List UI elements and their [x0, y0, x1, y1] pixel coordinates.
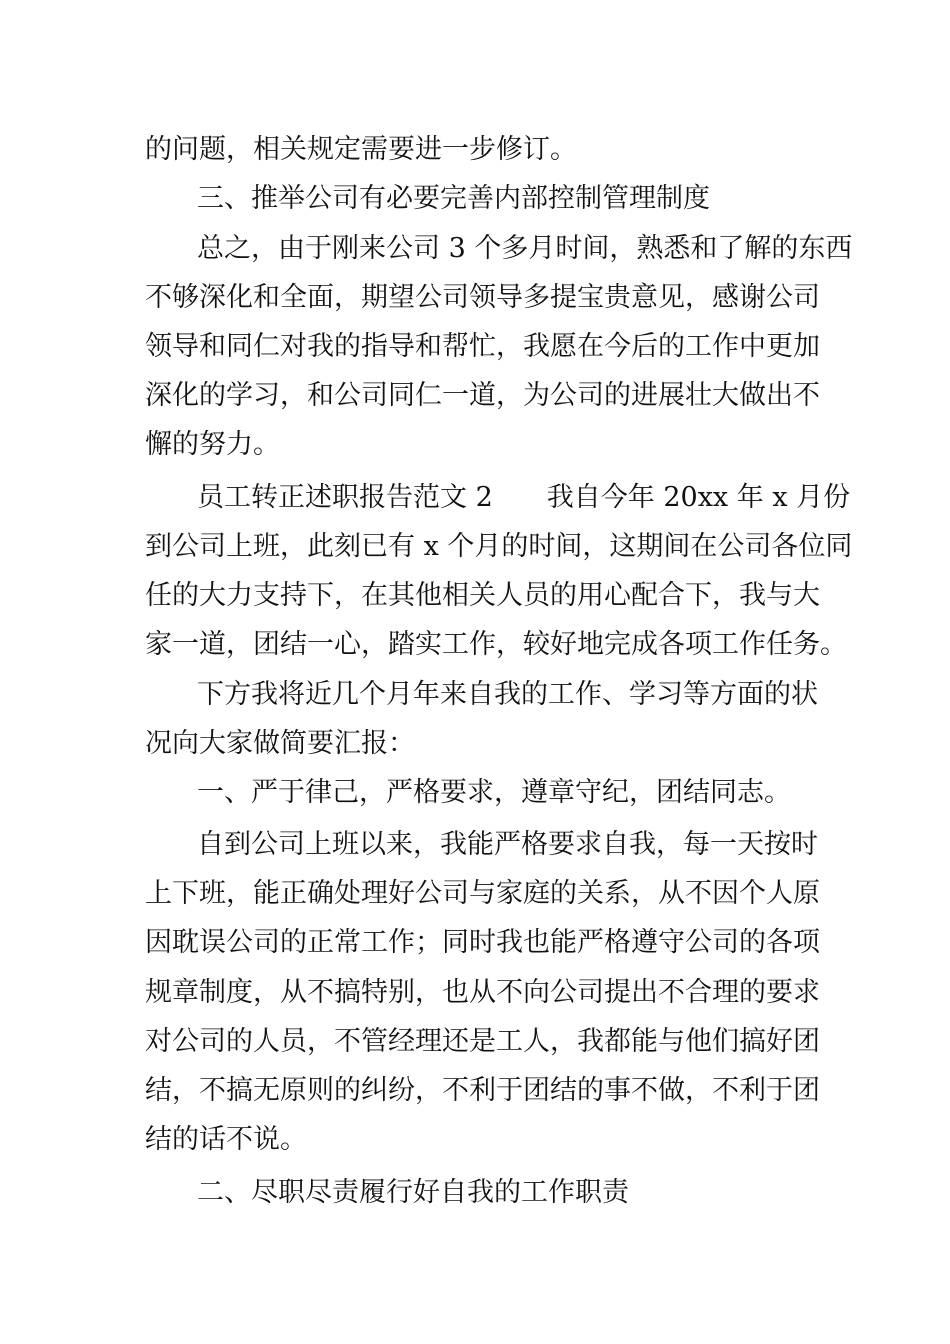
text-line: 领导和同仁对我的指导和帮忙，我愿在今后的工作中更加	[145, 331, 820, 362]
text-line: 下方我将近几个月年来自我的工作、学习等方面的状	[197, 679, 818, 710]
text-line: 家一道，团结一心，踏实工作，较好地完成各项工作任务。	[145, 629, 847, 660]
text-line: 对公司的人员，不管经理还是工人，我都能与他们搞好团	[145, 1026, 820, 1057]
text-line: 到公司上班，此刻已有 x 个月的时间，这期间在公司各位同	[145, 531, 853, 562]
text-line: 任的大力支持下，在其他相关人员的用心配合下，我与大	[145, 580, 820, 611]
text-line: 不够深化和全面，期望公司领导多提宝贵意见，感谢公司	[145, 282, 820, 313]
text-line: 结，不搞无原则的纠纷，不利于团结的事不做，不利于团	[145, 1075, 820, 1106]
text-line: 的问题，相关规定需要进一步修订。	[145, 134, 577, 165]
text-line: 自到公司上班以来，我能严格要求自我，每一天按时	[197, 829, 818, 860]
text-line: 因耽误公司的正常工作；同时我也能严格遵守公司的各项	[145, 927, 820, 958]
text-line: 况向大家做简要汇报：	[145, 728, 415, 759]
section-heading: 二、尽职尽责履行好自我的工作职责	[197, 1177, 629, 1208]
text-line: 总之，由于刚来公司 3 个多月时间，熟悉和了解的东西	[197, 233, 853, 264]
text-line: 员工转正述职报告范文 2 我自今年 20xx 年 x 月份	[197, 482, 851, 513]
text-line: 懈的努力。	[145, 429, 280, 460]
text-line: 上下班，能正确处理好公司与家庭的关系，从不因个人原	[145, 878, 820, 909]
text-line: 深化的学习，和公司同仁一道，为公司的进展壮大做出不	[145, 380, 820, 411]
section-heading: 一、严于律己，严格要求，遵章守纪，团结同志。	[197, 777, 791, 808]
text-line: 规章制度，从不搞特别，也从不向公司提出不合理的要求	[145, 977, 820, 1008]
text-line: 结的话不说。	[145, 1124, 307, 1155]
section-heading: 三、推举公司有必要完善内部控制管理制度	[197, 183, 710, 214]
